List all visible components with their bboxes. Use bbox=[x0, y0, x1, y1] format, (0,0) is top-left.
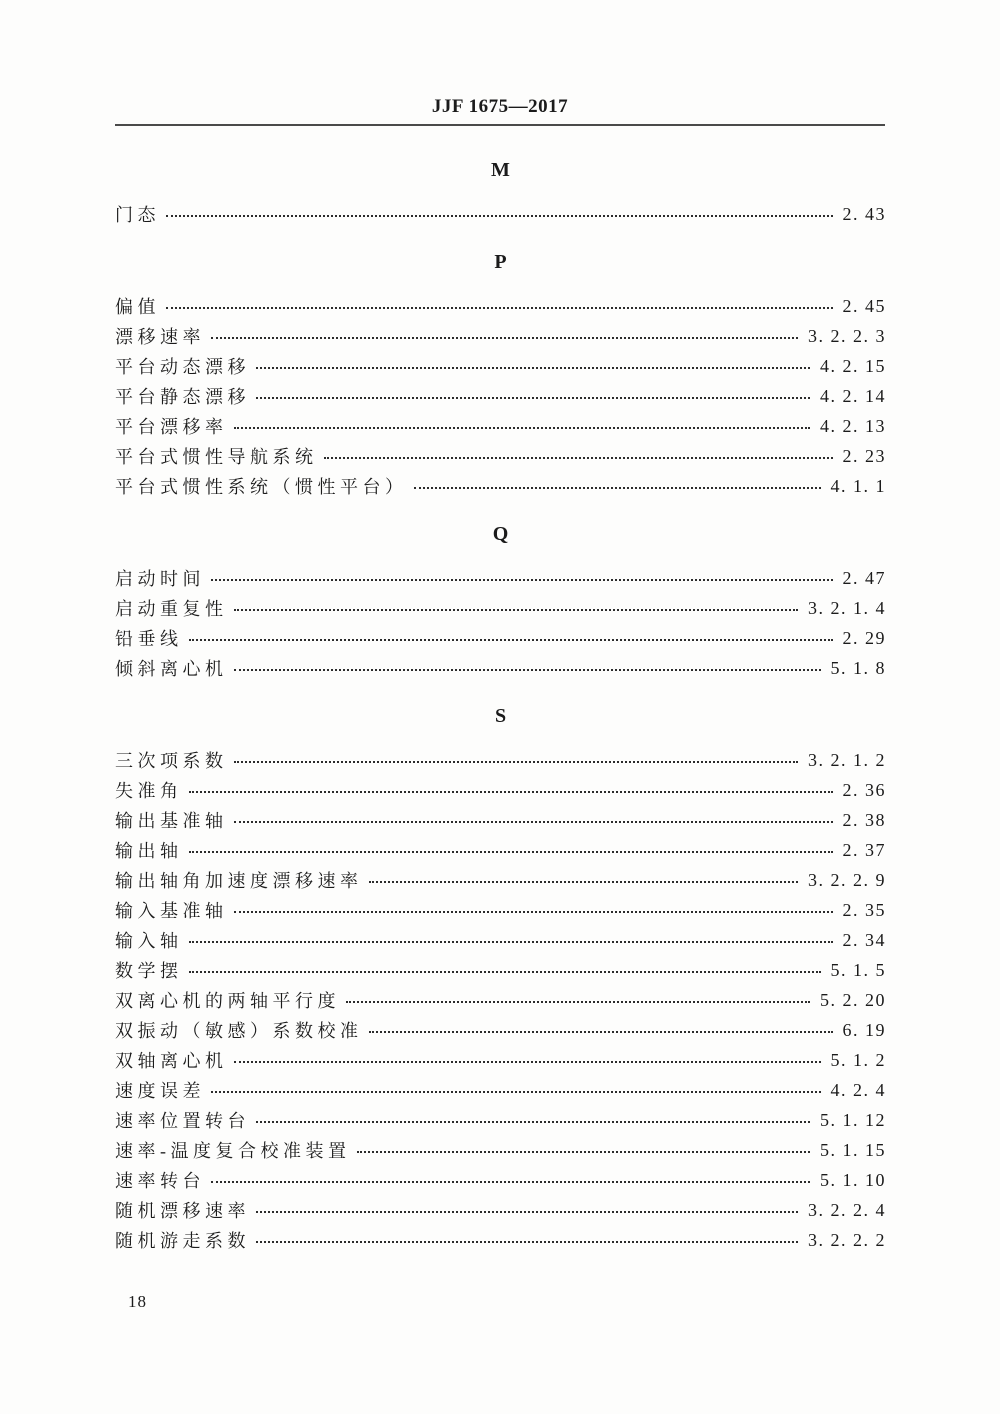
index-entry bbox=[115, 1225, 886, 1255]
entry-ref: 4. 2. 14 bbox=[820, 385, 886, 406]
section-letter: M bbox=[491, 159, 510, 181]
index-entry bbox=[115, 1165, 886, 1195]
dot-leader bbox=[346, 1001, 810, 1003]
index-entry bbox=[115, 1075, 886, 1105]
entry-term: 启动重复性 bbox=[115, 599, 228, 619]
entry-ref: 2. 47 bbox=[842, 567, 886, 588]
entry-term: 速度误差 bbox=[115, 1081, 205, 1101]
index-entry bbox=[115, 955, 886, 985]
entry-term: 速率位置转台 bbox=[115, 1111, 250, 1131]
dot-leader bbox=[189, 971, 821, 973]
entry-term: 输入轴 bbox=[115, 931, 183, 951]
dot-leader bbox=[256, 1211, 798, 1213]
section-entries bbox=[115, 745, 886, 1255]
entry-term: 平台漂移率 bbox=[115, 417, 228, 437]
entry-ref: 5. 1. 5 bbox=[830, 959, 886, 980]
entry-ref: 3. 2. 1. 4 bbox=[808, 597, 886, 618]
entry-ref: 5. 1. 10 bbox=[820, 1169, 886, 1190]
entry-term: 速率-温度复合校准装置 bbox=[115, 1141, 351, 1161]
page-number: 18 bbox=[128, 1292, 147, 1311]
index-entry bbox=[115, 291, 886, 321]
entry-term: 平台式惯性导航系统 bbox=[115, 447, 318, 467]
index-entry bbox=[115, 623, 886, 653]
entry-ref: 3. 2. 2. 4 bbox=[808, 1199, 886, 1220]
index-entry bbox=[115, 441, 886, 471]
dot-leader bbox=[166, 307, 833, 309]
dot-leader bbox=[211, 1181, 810, 1183]
index-entry bbox=[115, 805, 886, 835]
index-entry bbox=[115, 745, 886, 775]
dot-leader bbox=[369, 881, 799, 883]
dot-leader bbox=[189, 791, 833, 793]
entry-ref: 2. 34 bbox=[842, 929, 886, 950]
standard-number: JJF 1675—2017 bbox=[431, 96, 569, 117]
entry-ref: 5. 1. 2 bbox=[830, 1049, 886, 1070]
index-entry bbox=[115, 1195, 886, 1225]
entry-term: 随机游走系数 bbox=[115, 1231, 250, 1251]
entry-ref: 4. 2. 13 bbox=[820, 415, 886, 436]
index-entry bbox=[115, 653, 886, 683]
dot-leader bbox=[211, 579, 833, 581]
entry-ref: 3. 2. 2. 2 bbox=[808, 1229, 886, 1250]
index-entry bbox=[115, 563, 886, 593]
dot-leader bbox=[211, 1091, 821, 1093]
entry-term: 倾斜离心机 bbox=[115, 659, 228, 679]
entry-term: 三次项系数 bbox=[115, 751, 228, 771]
entry-ref: 2. 43 bbox=[842, 203, 886, 224]
index-entry bbox=[115, 1015, 886, 1045]
entry-term: 双离心机的两轴平行度 bbox=[115, 991, 340, 1011]
index-entry bbox=[115, 1135, 886, 1165]
entry-ref: 2. 36 bbox=[842, 779, 886, 800]
index-section bbox=[115, 519, 886, 683]
entry-term: 失准角 bbox=[115, 781, 183, 801]
entry-ref: 3. 2. 2. 9 bbox=[808, 869, 886, 890]
index-entry bbox=[115, 411, 886, 441]
section-letter: S bbox=[494, 705, 507, 727]
entry-ref: 3. 2. 1. 2 bbox=[808, 749, 886, 770]
index-entry bbox=[115, 1105, 886, 1135]
index-entry bbox=[115, 321, 886, 351]
entry-term: 输出轴角加速度漂移速率 bbox=[115, 871, 363, 891]
entry-ref: 2. 23 bbox=[842, 445, 886, 466]
dot-leader bbox=[189, 941, 833, 943]
dot-leader bbox=[234, 1061, 821, 1063]
dot-leader bbox=[324, 457, 833, 459]
entry-term: 启动时间 bbox=[115, 569, 205, 589]
dot-leader bbox=[357, 1151, 811, 1153]
dot-leader bbox=[166, 215, 833, 217]
entry-term: 双振动（敏感）系数校准 bbox=[115, 1021, 363, 1041]
section-letter: Q bbox=[492, 523, 509, 545]
dot-leader bbox=[256, 1121, 810, 1123]
index-section bbox=[115, 701, 886, 1255]
index-entry bbox=[115, 925, 886, 955]
index-entry bbox=[115, 775, 886, 805]
entry-term: 平台式惯性系统（惯性平台） bbox=[115, 477, 408, 497]
dot-leader bbox=[256, 367, 810, 369]
header-rule bbox=[115, 124, 885, 126]
entry-ref: 3. 2. 2. 3 bbox=[808, 325, 886, 346]
section-letter: P bbox=[494, 251, 507, 273]
entry-ref: 2. 45 bbox=[842, 295, 886, 316]
index-section bbox=[115, 247, 886, 501]
section-entries bbox=[115, 291, 886, 501]
index-entry bbox=[115, 351, 886, 381]
entry-ref: 2. 29 bbox=[842, 627, 886, 648]
dot-leader bbox=[256, 397, 810, 399]
dot-leader bbox=[234, 821, 833, 823]
entry-ref: 5. 1. 15 bbox=[820, 1139, 886, 1160]
index-list bbox=[115, 150, 886, 1255]
entry-term: 漂移速率 bbox=[115, 327, 205, 347]
dot-leader bbox=[234, 669, 821, 671]
entry-term: 输出轴 bbox=[115, 841, 183, 861]
entry-ref: 5. 1. 12 bbox=[820, 1109, 886, 1130]
entry-term: 双轴离心机 bbox=[115, 1051, 228, 1071]
dot-leader bbox=[369, 1031, 833, 1033]
document-header bbox=[0, 96, 1000, 118]
dot-leader bbox=[211, 337, 798, 339]
index-entry bbox=[115, 381, 886, 411]
section-entries bbox=[115, 563, 886, 683]
dot-leader bbox=[414, 487, 821, 489]
entry-ref: 2. 37 bbox=[842, 839, 886, 860]
entry-ref: 2. 35 bbox=[842, 899, 886, 920]
entry-term: 输出基准轴 bbox=[115, 811, 228, 831]
entry-ref: 5. 2. 20 bbox=[820, 989, 886, 1010]
entry-term: 平台动态漂移 bbox=[115, 357, 250, 377]
entry-term: 平台静态漂移 bbox=[115, 387, 250, 407]
entry-term: 偏值 bbox=[115, 297, 160, 317]
entry-term: 输入基准轴 bbox=[115, 901, 228, 921]
dot-leader bbox=[256, 1241, 798, 1243]
entry-term: 速率转台 bbox=[115, 1171, 205, 1191]
entry-term: 铅垂线 bbox=[115, 629, 183, 649]
dot-leader bbox=[234, 427, 811, 429]
index-entry bbox=[115, 471, 886, 501]
entry-ref: 6. 19 bbox=[842, 1019, 886, 1040]
entry-term: 随机漂移速率 bbox=[115, 1201, 250, 1221]
index-entry bbox=[115, 593, 886, 623]
index-entry bbox=[115, 1045, 886, 1075]
index-entry bbox=[115, 835, 886, 865]
index-entry bbox=[115, 865, 886, 895]
index-entry bbox=[115, 199, 886, 229]
index-section bbox=[115, 155, 886, 229]
dot-leader bbox=[234, 761, 799, 763]
dot-leader bbox=[189, 851, 833, 853]
entry-ref: 4. 2. 4 bbox=[830, 1079, 886, 1100]
entry-term: 门态 bbox=[115, 205, 160, 225]
section-entries bbox=[115, 199, 886, 229]
entry-ref: 2. 38 bbox=[842, 809, 886, 830]
entry-ref: 4. 2. 15 bbox=[820, 355, 886, 376]
entry-ref: 4. 1. 1 bbox=[830, 475, 886, 496]
entry-ref: 5. 1. 8 bbox=[830, 657, 886, 678]
dot-leader bbox=[189, 639, 833, 641]
entry-term: 数学摆 bbox=[115, 961, 183, 981]
index-entry bbox=[115, 895, 886, 925]
dot-leader bbox=[234, 609, 799, 611]
index-entry bbox=[115, 985, 886, 1015]
dot-leader bbox=[234, 911, 833, 913]
